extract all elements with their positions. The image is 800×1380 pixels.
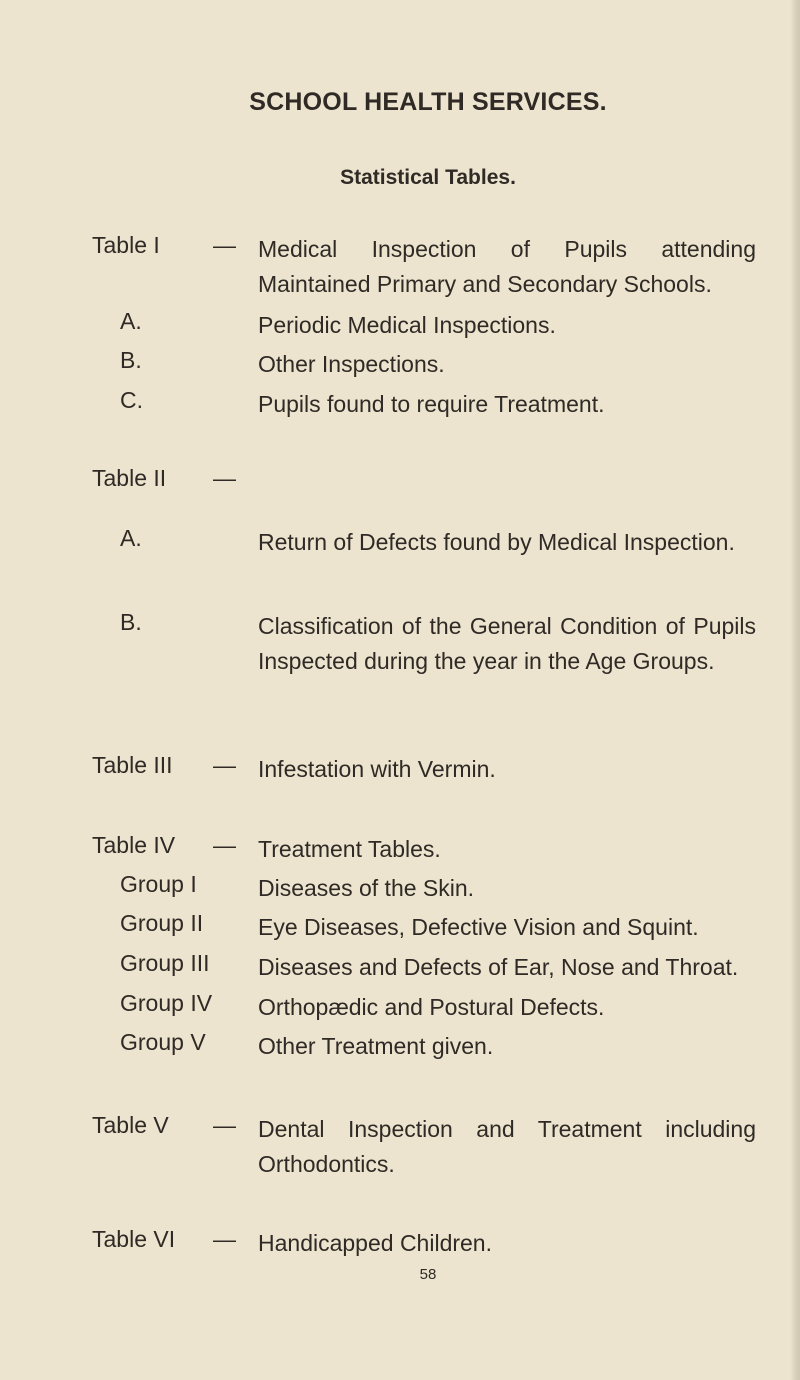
page-edge: [790, 0, 800, 1380]
entry-label: A.: [120, 308, 142, 334]
entry-dash: —: [213, 232, 236, 258]
entry-label: Group I: [120, 871, 197, 897]
entry-description: Return of Defects found by Medical Inspection.: [258, 529, 735, 555]
page-number: 58: [419, 1266, 437, 1283]
entry-label: Group II: [120, 910, 204, 936]
entry-description: Dental Inspection and Treatment including Orthodontics.: [258, 1116, 756, 1177]
entry-label: Table V: [92, 1112, 169, 1138]
entry-dash: —: [213, 1226, 236, 1252]
entry-dash: —: [213, 752, 236, 778]
entry-description: Diseases and Defects of Ear, Nose and Throat.: [258, 954, 739, 980]
entry-label: B.: [120, 609, 142, 635]
entry-label: Table IV: [92, 832, 176, 858]
entry-description: Other Treatment given.: [258, 1033, 494, 1059]
entry-description: Eye Diseases, Defective Vision and Squint.: [258, 914, 699, 940]
entry-description: Treatment Tables.: [258, 836, 441, 862]
entry-label: B.: [120, 347, 142, 373]
entry-description: Medical Inspection of Pupils attending Maintained Primary and Secondary Schools.: [258, 236, 756, 297]
entry-description: Diseases of the Skin.: [258, 875, 475, 901]
entry-label: C.: [120, 387, 143, 413]
entry-label: Table II: [92, 465, 167, 491]
entry-description: Infestation with Vermin.: [258, 756, 496, 782]
entry-label: Group IV: [120, 990, 213, 1016]
page-subtitle: Statistical Tables.: [340, 166, 516, 189]
entry-label: Group III: [120, 950, 210, 976]
entry-dash: —: [213, 465, 236, 491]
entry-description: Pupils found to require Treatment.: [258, 391, 605, 417]
entry-label: Table I: [92, 232, 160, 258]
entry-label: Group V: [120, 1029, 206, 1055]
entry-label: Table III: [92, 752, 173, 778]
entry-description: Periodic Medical Inspections.: [258, 312, 556, 338]
entry-description: Orthopædic and Postural Defects.: [258, 994, 605, 1020]
entry-description: Classification of the General Condition of Pupils Inspected during the year in the Age Groups.: [258, 613, 756, 674]
entry-label: A.: [120, 525, 142, 551]
entry-description: Other Inspections.: [258, 351, 445, 377]
page-title: SCHOOL HEALTH SERVICES.: [249, 88, 607, 116]
entry-description: Handicapped Children.: [258, 1230, 492, 1256]
entry-label: Table VI: [92, 1226, 176, 1252]
entry-dash: —: [213, 832, 236, 858]
entry-dash: —: [213, 1112, 236, 1138]
